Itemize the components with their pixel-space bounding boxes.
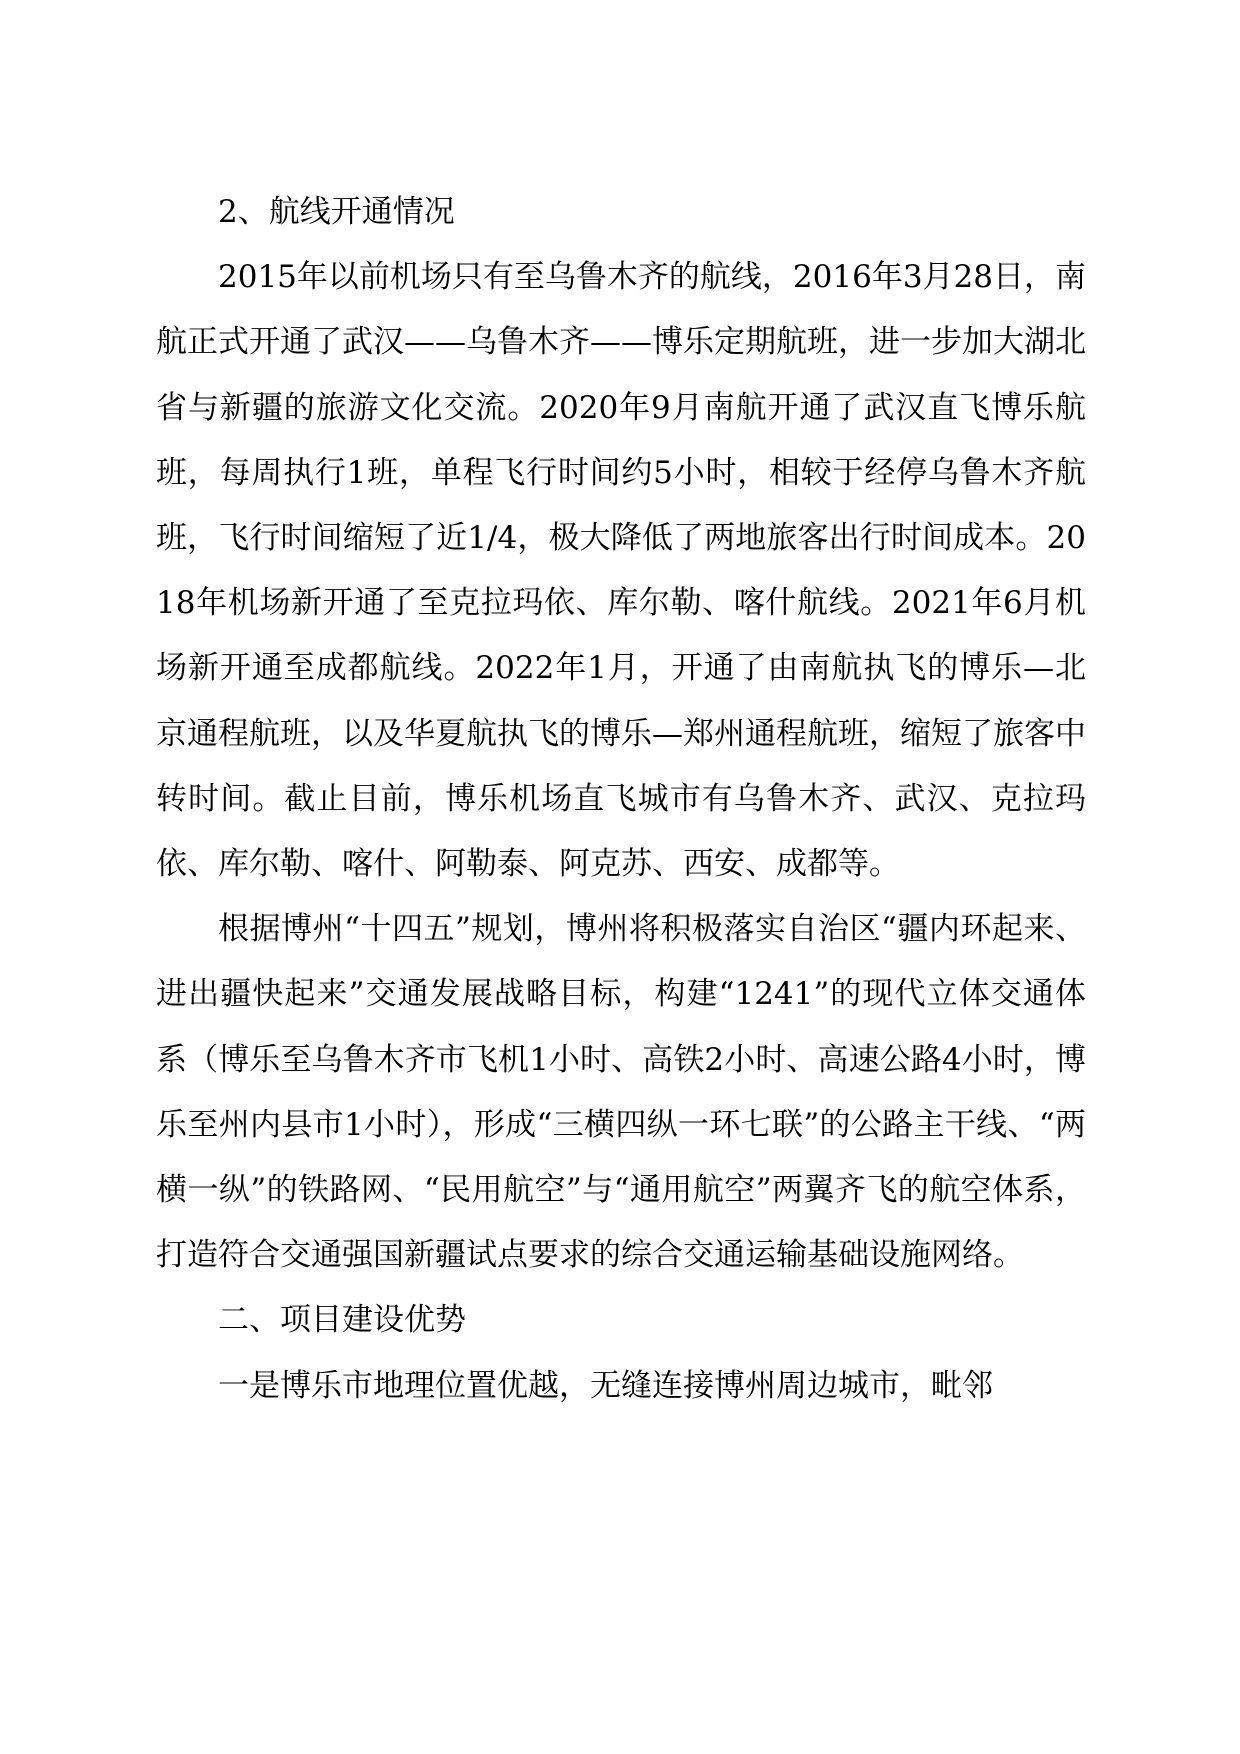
section-heading-project-advantages: 二、项目建设优势	[218, 1302, 466, 1339]
paragraph-transport-plan: 根据博州“十四五”规划，博州将积极落实自治区“疆内环起来、进出疆快起来”交通发展战略目标，构建“1241”的现代立体交通体系（博乐至乌鲁木齐市飞机1小时、高铁2小时、高速公路4小时，博乐至州内县市1小时），形成“三横四纵一环七联”的公路主干线、“两横一纵”的铁路网、“民用航空”与“通用航空”两翼齐飞的航空体系，打造符合交通强国新疆试点要求的综合交通运输基础设施网络。	[156, 911, 1086, 1274]
section-heading-route-status: 2、航线开通情况	[218, 194, 455, 230]
paragraph-location-advantage: 一是博乐市地理位置优越，无缝连接博州周边城市，毗邻	[218, 1367, 993, 1404]
document-body	[156, 180, 1086, 1419]
paragraph-route-history: 2015年以前机场只有至乌鲁木齐的航线，2016年3月28日，南航正式开通了武汉——乌鲁木齐——博乐定期航班，进一步加大湖北省与新疆的旅游文化交流。2020年9月南航开通了武汉直飞博乐航班，每周执行1班，单程飞行时间约5小时，相较于经停乌鲁木齐航班，飞行时间缩短了近1/4，极大降低了两地旅客出行时间成本。2018年机场新开通了至克拉玛依、库尔勒、喀什航线。2021年6月机场新开通至成都航线。2022年1月，开通了由南航执飞的博乐—北京通程航班，以及华夏航执飞的博乐—郑州通程航班，缩短了旅客中转时间。截止目前，博乐机场直飞城市有乌鲁木齐、武汉、克拉玛依、库尔勒、喀什、阿勒泰、阿克苏、西安、成都等。	[156, 259, 1086, 883]
